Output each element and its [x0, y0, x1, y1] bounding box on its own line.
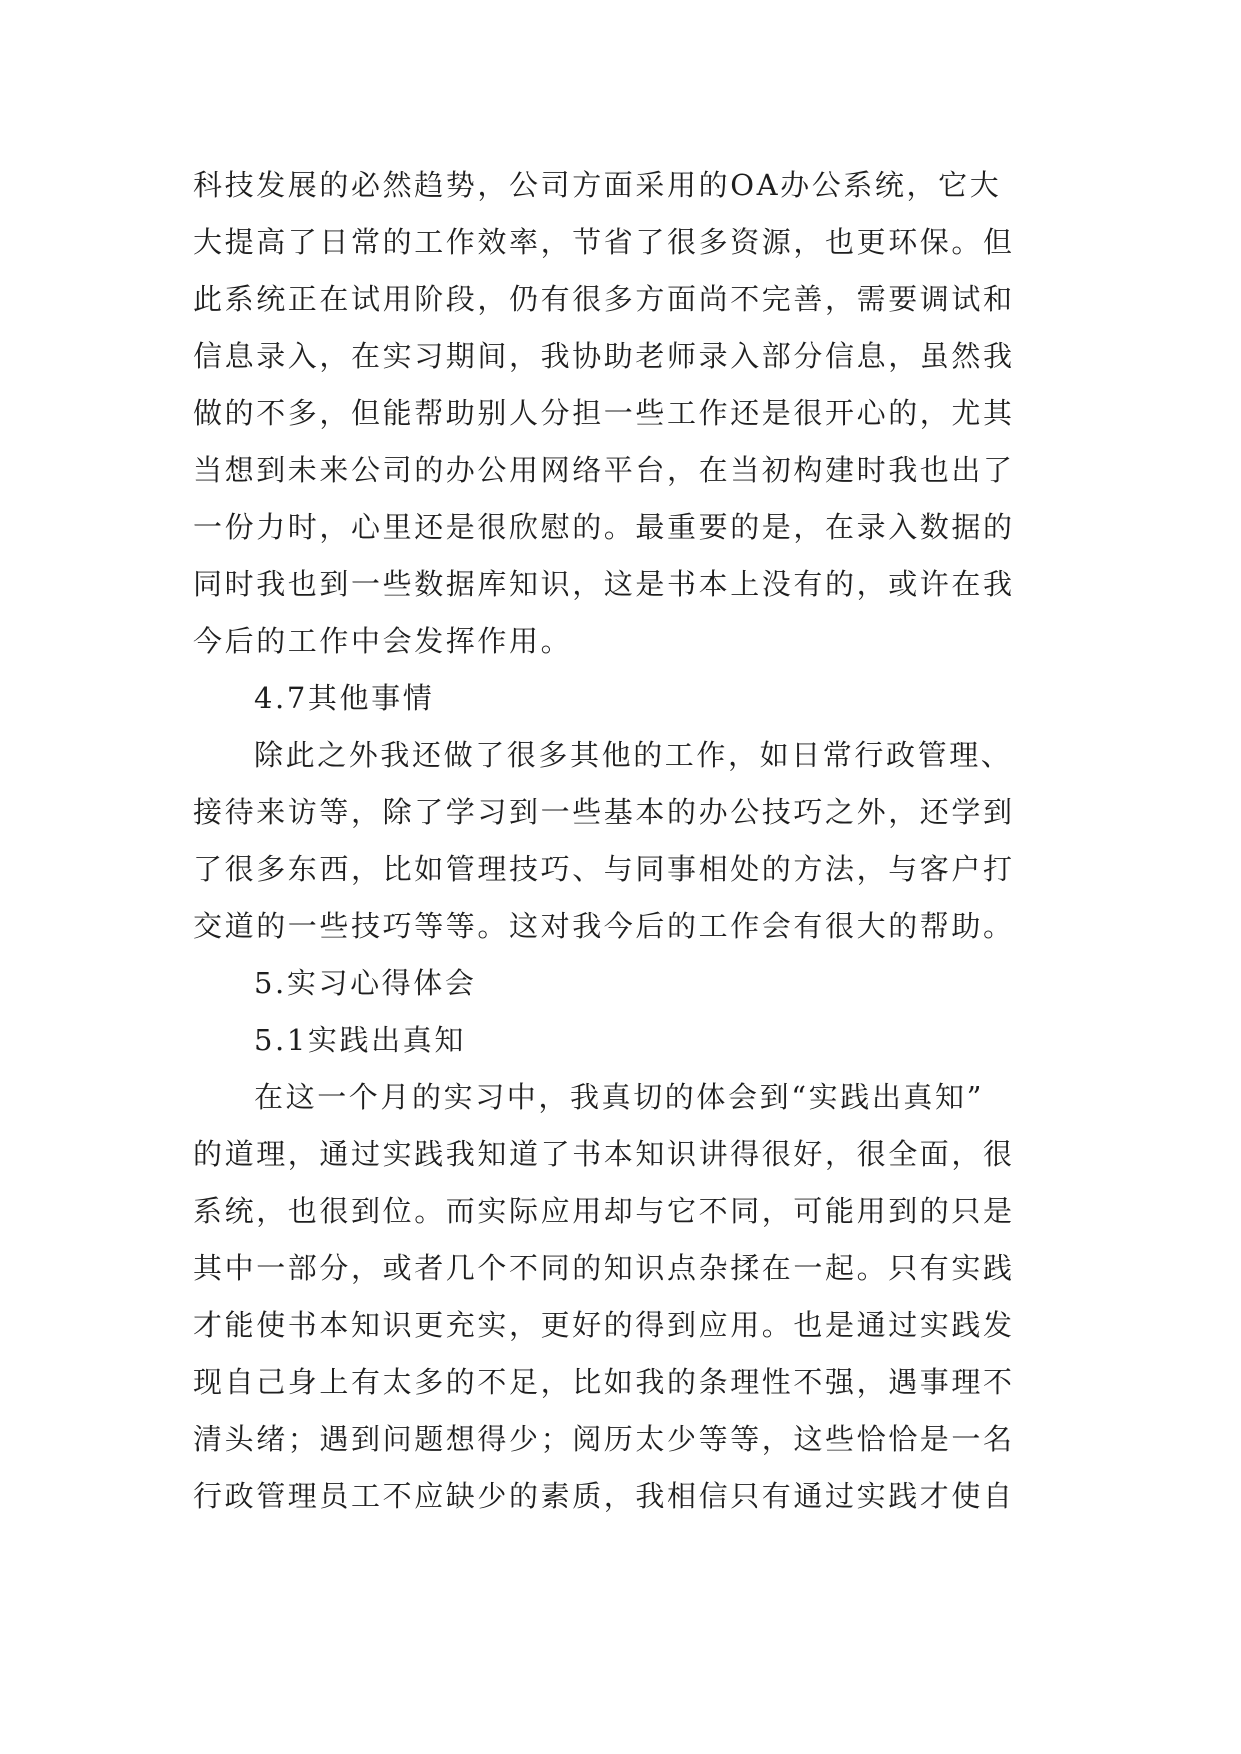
paragraph-line: 交道的一些技巧等等。这对我今后的工作会有很大的帮助。 [193, 909, 1015, 943]
section-heading: 4.7其他事情 [254, 681, 435, 715]
paragraph-line: 大提高了日常的工作效率，节省了很多资源，也更环保。但 [193, 225, 1015, 259]
paragraph-line: 信息录入，在实习期间，我协助老师录入部分信息，虽然我 [193, 339, 1015, 373]
paragraph-line: 现自己身上有太多的不足，比如我的条理性不强，遇事理不 [193, 1365, 1015, 1399]
paragraph-line: 其中一部分，或者几个不同的知识点杂揉在一起。只有实践 [193, 1251, 1015, 1285]
paragraph-line: 科技发展的必然趋势，公司方面采用的OA办公系统，它大 [193, 168, 1002, 202]
paragraph-line: 做的不多，但能帮助别人分担一些工作还是很开心的，尤其 [193, 396, 1015, 430]
paragraph-line: 才能使书本知识更充实，更好的得到应用。也是通过实践发 [193, 1308, 1015, 1342]
paragraph-line: 系统，也很到位。而实际应用却与它不同，可能用到的只是 [193, 1194, 1015, 1228]
section-heading: 5.实习心得体会 [254, 966, 477, 1000]
paragraph-line: 的道理，通过实践我知道了书本知识讲得很好，很全面，很 [193, 1137, 1015, 1171]
paragraph-line: 除此之外我还做了很多其他的工作，如日常行政管理、 [254, 738, 1013, 772]
paragraph-line: 行政管理员工不应缺少的素质，我相信只有通过实践才使自 [193, 1479, 1015, 1513]
section-heading: 5.1实践出真知 [254, 1023, 466, 1057]
paragraph-line: 接待来访等，除了学习到一些基本的办公技巧之外，还学到 [193, 795, 1015, 829]
paragraph-line: 清头绪；遇到问题想得少；阅历太少等等，这些恰恰是一名 [193, 1422, 1015, 1456]
paragraph-line: 了很多东西，比如管理技巧、与同事相处的方法，与客户打 [193, 852, 1015, 886]
paragraph-line: 当想到未来公司的办公用网络平台，在当初构建时我也出了 [193, 453, 1015, 487]
paragraph-line: 在这一个月的实习中，我真切的体会到“实践出真知” [254, 1080, 985, 1114]
paragraph-line: 此系统正在试用阶段，仍有很多方面尚不完善，需要调试和 [193, 282, 1015, 316]
paragraph-line: 一份力时，心里还是很欣慰的。最重要的是，在录入数据的 [193, 510, 1015, 544]
paragraph-line: 同时我也到一些数据库知识，这是书本上没有的，或许在我 [193, 567, 1015, 601]
paragraph-line: 今后的工作中会发挥作用。 [193, 624, 573, 658]
